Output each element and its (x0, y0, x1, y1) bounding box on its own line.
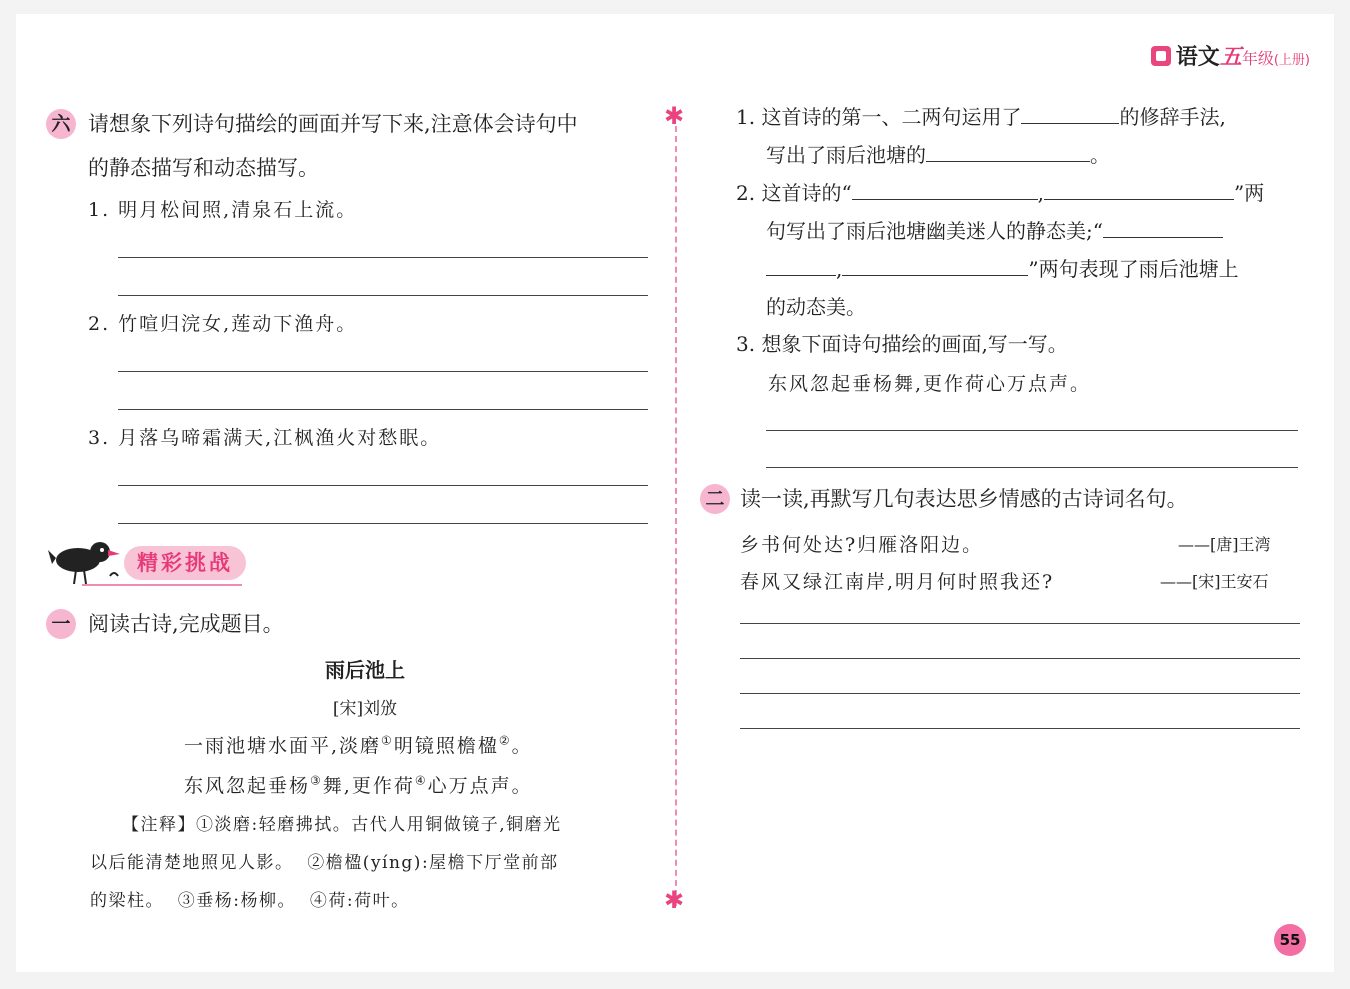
section-instruction: 请想象下列诗句描绘的画面并写下来,注意体会诗句中 (88, 112, 578, 136)
question-2-cont (766, 218, 1223, 244)
poem-line (184, 731, 533, 758)
answer-line[interactable] (118, 523, 648, 524)
answer-line[interactable] (766, 467, 1298, 468)
answer-line[interactable] (118, 257, 648, 258)
answer-line[interactable] (740, 693, 1300, 694)
header-term: (上册) (1273, 53, 1310, 68)
star-icon: ✱ (664, 102, 685, 130)
question-text: 写出了雨后池塘的 (766, 143, 926, 167)
note-marker: ① (381, 733, 394, 748)
star-icon: ✱ (664, 886, 685, 914)
question-2 (736, 180, 1264, 206)
poem-title: 雨后池上 (325, 658, 405, 682)
poem-item: 1. 明月松间照,清泉石上流。 (88, 199, 358, 221)
poem-text: 。 (511, 735, 533, 757)
fill-blank[interactable] (842, 257, 1028, 276)
section-badge: 二 (700, 484, 730, 514)
answer-line[interactable] (118, 295, 648, 296)
challenge-underline (82, 584, 242, 586)
fill-blank[interactable] (852, 181, 1038, 200)
notes-line: 的梁柱。 ③垂杨:杨柳。 ④荷:荷叶。 (90, 891, 410, 911)
question-text: , (836, 257, 843, 281)
workbook-page (16, 14, 1334, 972)
poem-text: 心万点声。 (427, 775, 533, 797)
poem-line (184, 771, 533, 798)
fill-blank[interactable] (766, 257, 836, 276)
logo-icon (1151, 46, 1171, 66)
quote-source: ——[唐]王湾 (1178, 535, 1271, 554)
question-text: ”两句表现了雨后池塘上 (1028, 257, 1239, 281)
poem-text: 一雨池塘水面平,淡磨 (184, 735, 382, 757)
question-3-poem: 东风忽起垂杨舞,更作荷心万点声。 (768, 373, 1092, 395)
question-2-cont: 的动态美。 (766, 295, 866, 319)
question-text: 。 (1090, 143, 1110, 167)
quote-text: 春风又绿江南岸,明月何时照我还? (740, 571, 1055, 593)
section-instruction: 的静态描写和动态描写。 (88, 156, 319, 180)
header-grade-word: 年级 (1241, 49, 1274, 68)
note-marker: ③ (310, 773, 323, 788)
poem-author: [宋]刘攽 (332, 699, 398, 719)
challenge-label: 精彩挑战 (124, 546, 246, 580)
poem-item: 2. 竹喧归浣女,莲动下渔舟。 (88, 313, 358, 335)
answer-line[interactable] (740, 728, 1300, 729)
question-2-cont (766, 256, 1239, 282)
answer-line[interactable] (740, 658, 1300, 659)
question-text: 的修辞手法, (1119, 105, 1226, 129)
bird-icon (48, 536, 120, 588)
header-subject: 语文 (1175, 45, 1220, 70)
fill-blank[interactable] (1044, 181, 1234, 200)
question-text: 2. 这首诗的“ (736, 181, 852, 205)
notes-line: 以后能清楚地照见人影。 ②檐楹(yíng):屋檐下厅堂前部 (90, 853, 559, 873)
poem-item: 3. 月落乌啼霜满天,江枫渔火对愁眠。 (88, 427, 442, 449)
question-text: 句写出了雨后池塘幽美迷人的静态美;“ (766, 219, 1103, 243)
question-1 (736, 104, 1226, 130)
poem-text: 明镜照檐楹 (393, 735, 499, 757)
answer-line[interactable] (118, 409, 648, 410)
question-1-cont (766, 142, 1110, 168)
section-badge: 六 (46, 109, 76, 139)
fill-blank[interactable] (1103, 219, 1223, 238)
quote-source: ——[宋]王安石 (1160, 572, 1269, 591)
question-text: , (1037, 181, 1045, 205)
answer-line[interactable] (740, 623, 1300, 624)
question-3: 3. 想象下面诗句描绘的画面,写一写。 (736, 332, 1068, 356)
question-text: ”两 (1234, 181, 1265, 205)
page-number: 55 (1274, 924, 1306, 956)
poem-text: 东风忽起垂杨 (184, 775, 311, 797)
answer-line[interactable] (118, 485, 648, 486)
notes-line: 【注释】①淡磨:轻磨拂拭。古代人用铜做镜子,铜磨光 (122, 815, 562, 835)
answer-line[interactable] (118, 371, 648, 372)
fill-blank[interactable] (1021, 105, 1119, 124)
quote-text: 乡书何处达?归雁洛阳边。 (740, 534, 984, 556)
poem-text: 舞,更作荷 (322, 775, 415, 797)
question-text: 1. 这首诗的第一、二两句运用了 (736, 105, 1022, 129)
column-divider (675, 126, 677, 906)
answer-line[interactable] (766, 430, 1298, 431)
note-marker: ④ (414, 773, 428, 788)
header-grade-num: 五 (1219, 45, 1242, 70)
fill-blank[interactable] (926, 143, 1090, 162)
section-instruction: 阅读古诗,完成题目。 (88, 612, 284, 636)
section-badge: 一 (46, 609, 76, 639)
header-logo (1151, 40, 1310, 71)
note-marker: ② (498, 733, 512, 748)
section-instruction: 读一读,再默写几句表达思乡情感的古诗词名句。 (740, 487, 1188, 511)
